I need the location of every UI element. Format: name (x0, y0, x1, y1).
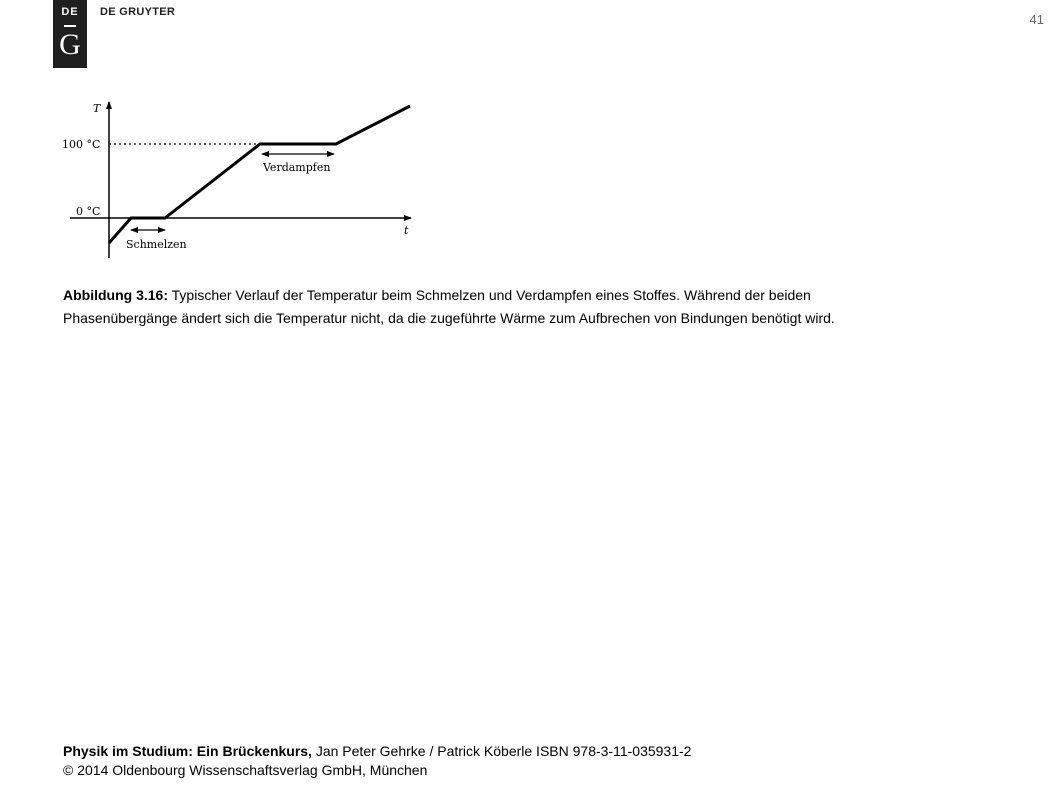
y-axis-label: T (93, 102, 101, 115)
caption-text-line1: Typischer Verlauf der Temperatur beim Schmelzen und Verdampfen eines Stoffes. Während der beiden (168, 287, 811, 303)
page-number: 41 (1029, 12, 1044, 27)
x-axis-label: t (404, 224, 409, 237)
temperature-diagram (55, 98, 425, 266)
tick-label-0: 0 °C (76, 205, 101, 218)
logo-de-text: DE (61, 6, 79, 18)
publisher-name: DE GRUYTER (100, 6, 176, 18)
copyright-line: © 2014 Oldenbourg Wissenschaftsverlag GmbH, München (63, 762, 428, 778)
temperature-curve (109, 106, 410, 243)
logo-divider (64, 25, 76, 27)
caption-label: Abbildung 3.16: (63, 287, 168, 303)
book-info: Jan Peter Gehrke / Patrick Köberle ISBN 978-3-11-035931-2 (311, 743, 692, 759)
publisher-logo (53, 0, 87, 68)
tick-label-100: 100 °C (62, 138, 101, 151)
citation-footer (63, 742, 691, 780)
verdampfen-label: Verdampfen (263, 161, 331, 174)
book-title: Physik im Studium: Ein Brückenkurs, (63, 743, 312, 759)
caption-text-line2: Phasenübergänge ändert sich die Temperatur nicht, da die zugeführte Wärme zum Aufbrechen von Bindungen benötigt wird. (63, 310, 835, 326)
figure-caption (63, 284, 1003, 330)
schmelzen-label: Schmelzen (126, 238, 187, 251)
logo-g-text: G (59, 28, 81, 61)
